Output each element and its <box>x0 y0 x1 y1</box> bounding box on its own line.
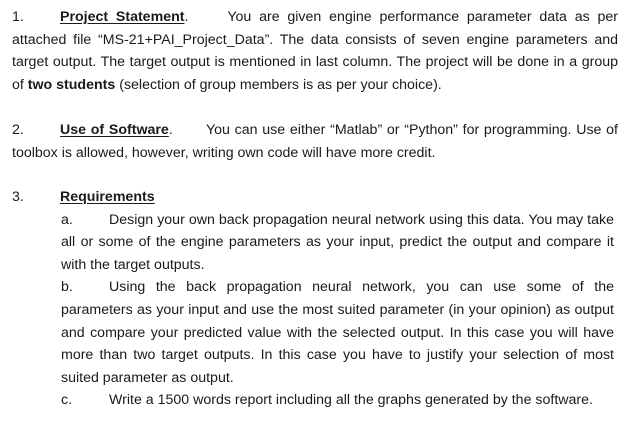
section-text-end: (selection of group members is as per your choice). <box>115 76 442 93</box>
requirement-item-c <box>61 389 614 412</box>
section-requirements <box>0 186 618 412</box>
section-heading: Requirements <box>60 189 155 205</box>
section-project-statement <box>0 6 618 96</box>
section-text: You are given engine performance parameter data as per attached file “MS-21+PAI_Project_Data”. The data consists of seven engine parameters and target output. The target output is mentioned in last column. The project will be done in a group of <box>12 9 618 93</box>
section-heading-line <box>12 186 618 209</box>
requirement-item-a <box>61 209 614 277</box>
item-letter: b. <box>61 279 73 296</box>
requirement-item-b <box>61 276 614 389</box>
section-paragraph <box>12 6 618 96</box>
section-number: 1. <box>12 9 24 25</box>
section-text: You can use either “Matlab” or “Python” for programming. Use of toolbox is allowed, however, writing own code will have more credit. <box>12 122 618 161</box>
emphasis-text: two students <box>27 76 116 93</box>
section-heading: Use of Software <box>60 122 169 138</box>
section-paragraph <box>12 119 618 164</box>
item-text: Write a 1500 words report including all the graphs generated by the software. <box>109 392 593 409</box>
heading-punctuation: . <box>184 9 189 25</box>
item-letter: c. <box>61 392 73 409</box>
item-text: Design your own back propagation neural network using this data. You may take all or some of the engine parameters as your input, predict the output and compare it with the target outputs. <box>61 211 614 273</box>
section-number: 2. <box>12 122 24 138</box>
item-letter: a. <box>61 211 73 228</box>
section-number: 3. <box>12 189 24 205</box>
heading-punctuation: . <box>168 122 173 138</box>
item-text: Using the back propagation neural network, you can use some of the parameters as your input and use the most suited parameter (in your opinion) as output and compare your predicted value with the selected output. In this case you will have more than two target outputs. In this case you have to justify your selection of most suited parameter as output. <box>61 279 614 386</box>
section-heading: Project Statement <box>60 9 185 25</box>
section-use-of-software <box>0 119 618 164</box>
